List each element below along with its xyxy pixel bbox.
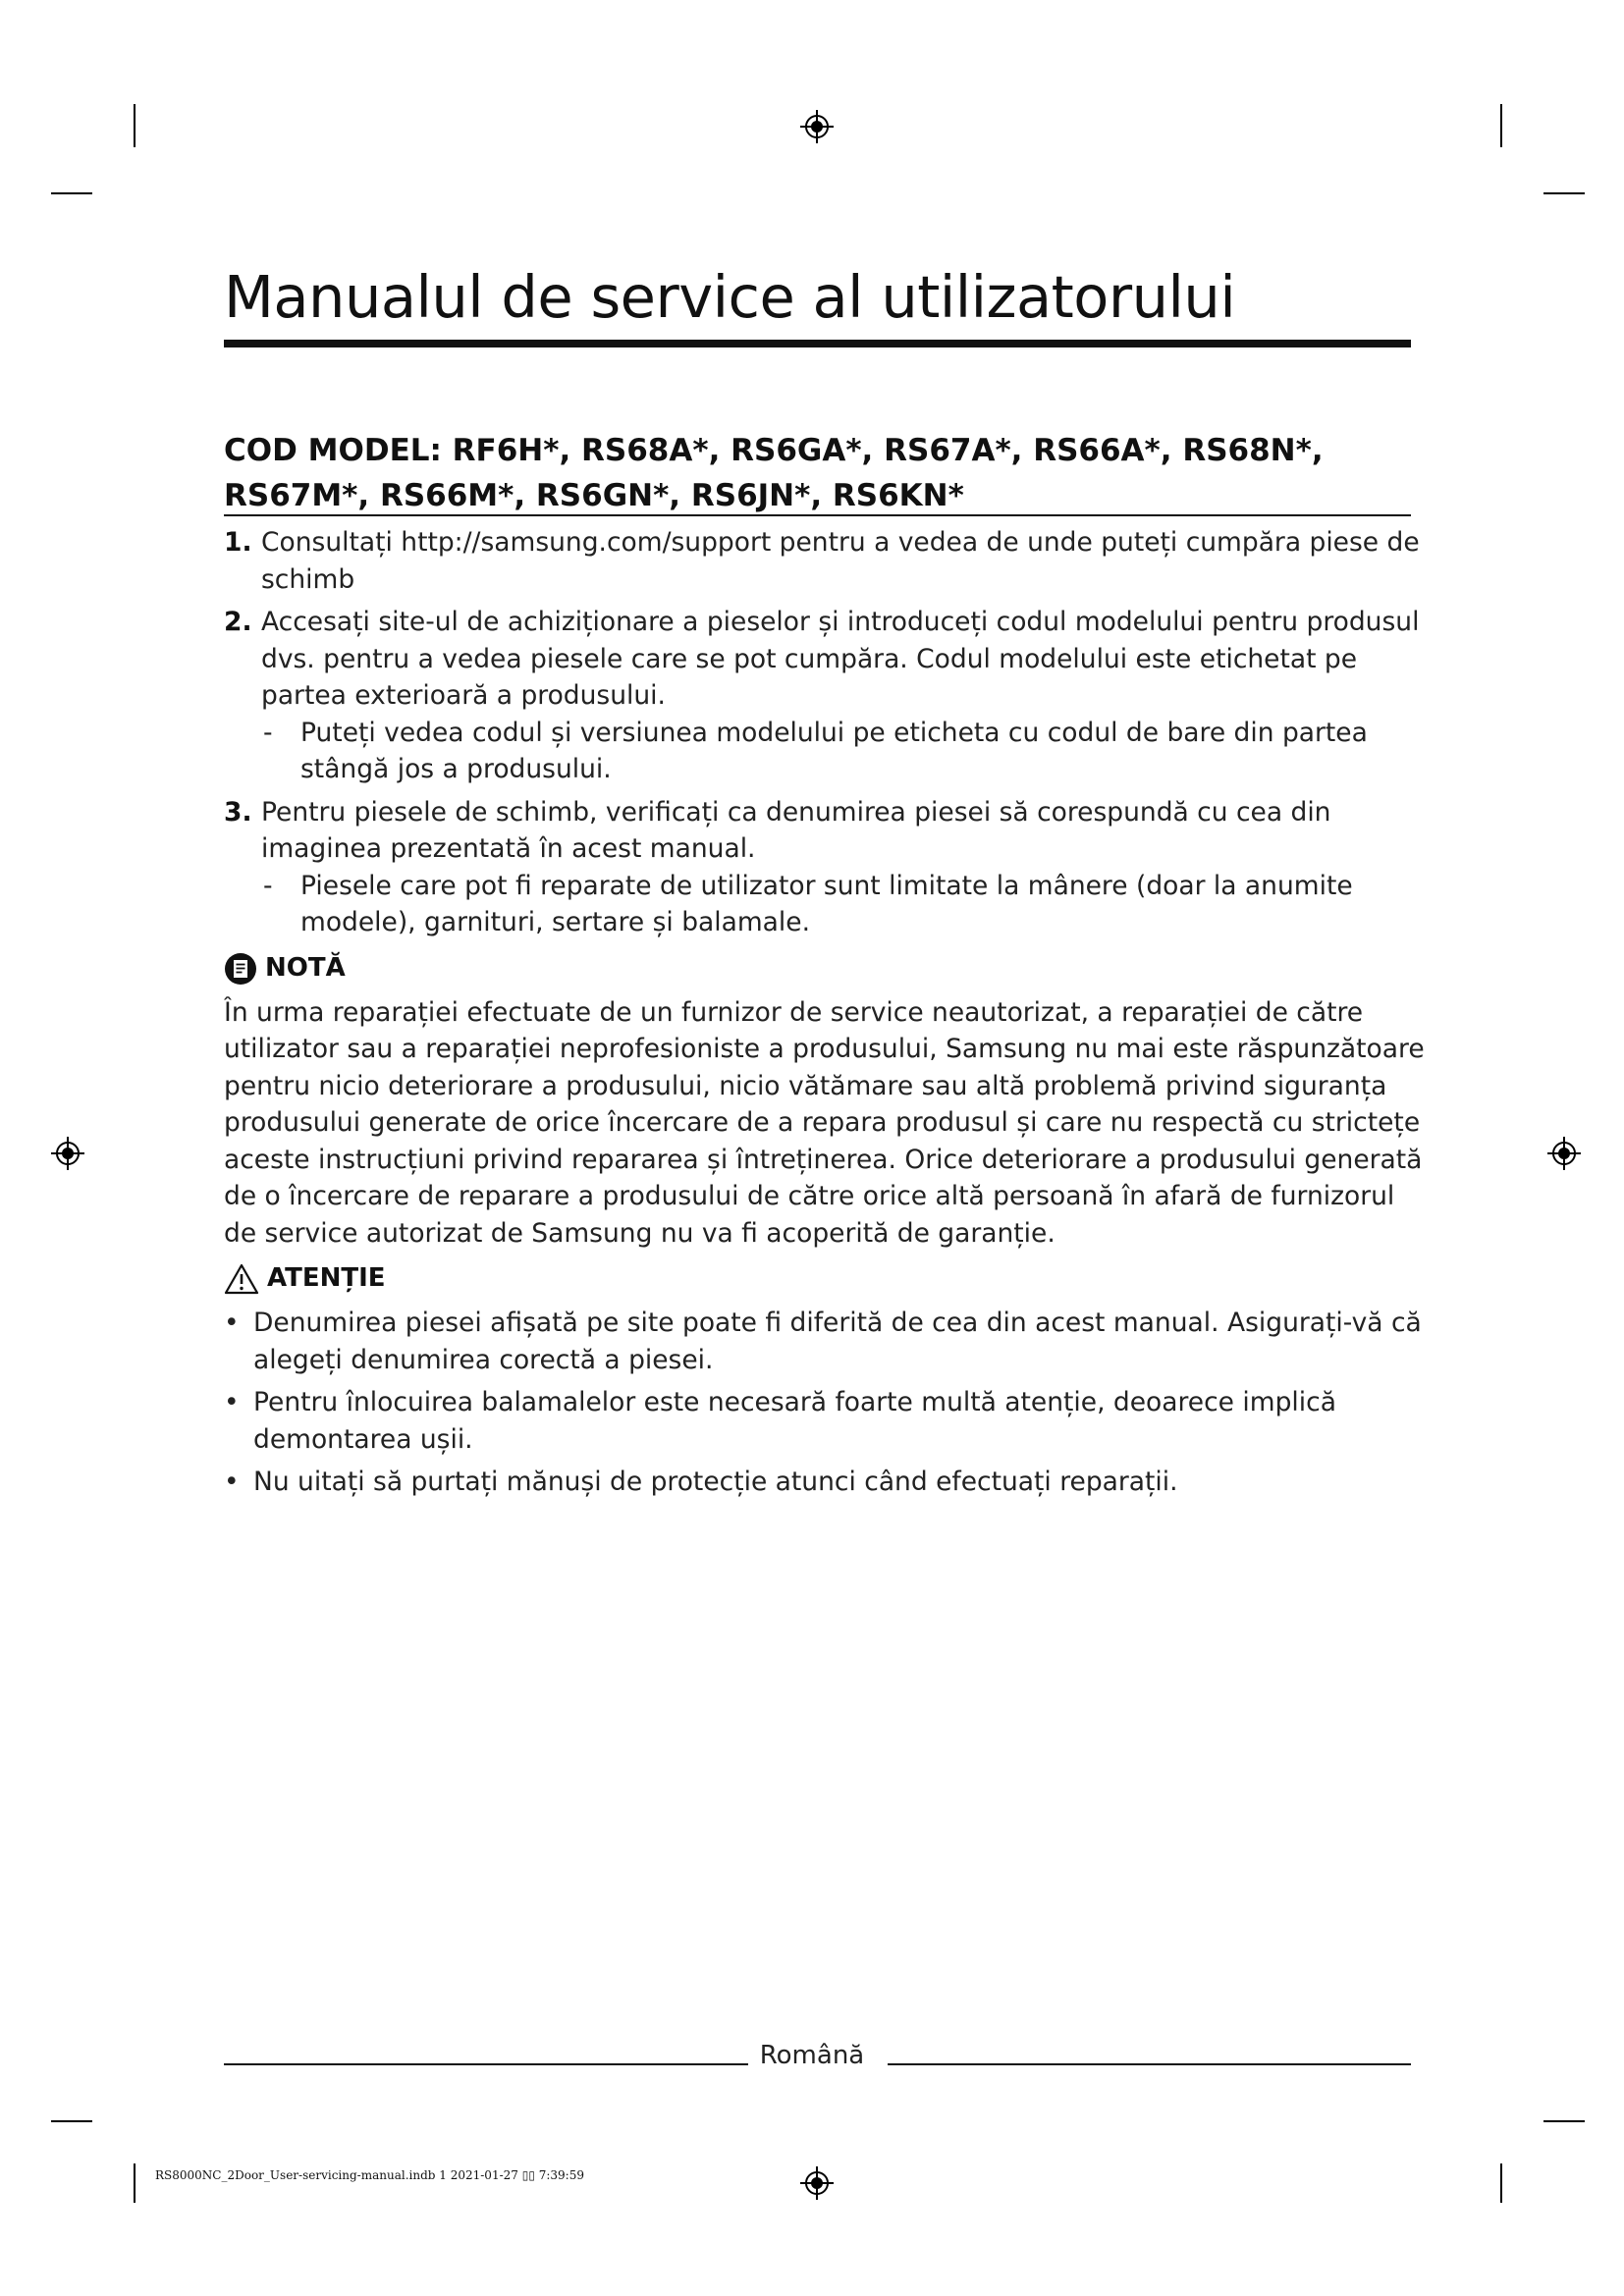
caution-item: • Denumirea piesei afișată pe site poate fi diferită de cea din acest manual. Asigurați-vă că alegeți denumirea corectă a piesei. <box>224 1305 1432 1378</box>
crop-mark <box>1500 2163 1502 2203</box>
registration-mark-icon <box>51 1137 84 1170</box>
note-heading-label: NOTĂ <box>265 952 346 983</box>
step-item <box>224 604 1432 788</box>
step-item <box>224 524 1432 598</box>
caution-heading <box>224 1257 1432 1301</box>
crop-mark <box>51 192 92 194</box>
crop-mark <box>134 2163 135 2203</box>
main-content <box>224 524 1432 1507</box>
note-heading <box>224 947 1432 990</box>
caution-item: • Pentru înlocuirea balamalelor este necesară foarte multă atenție, deoarece implică demontarea ușii. <box>224 1384 1432 1458</box>
crop-mark <box>51 2120 92 2122</box>
step-number: 2. <box>224 607 252 637</box>
sub-item: - Piesele care pot fi reparate de utilizator sunt limitate la mânere (doar la anumite modele), garnituri, sertare și balamale. <box>261 868 1432 941</box>
step-text: Accesați site-ul de achiziționare a pieselor și introduceți codul modelului pentru produsul dvs. pentru a vedea piesele care se pot cumpăra. Codul modelului este etichetat pe partea exterioară a produsului. <box>261 607 1420 711</box>
caution-list <box>224 1305 1432 1501</box>
model-code-heading: COD MODEL: RF6H*, RS68A*, RS6GA*, RS67A*, RS66A*, RS68N*, RS67M*, RS66M*, RS6GN*, RS6JN*, RS6KN* <box>224 433 1324 513</box>
step-number: 3. <box>224 796 252 828</box>
note-paragraph: În urma reparației efectuate de un furnizor de service neautorizat, a reparației de către utilizator sau a reparației neprofesioniste a produsului, Samsung nu mai este răspunzătoare pentru nicio deteriorare a produsului, nicio vătămare sau altă problemă privind siguranța produsului generate de orice încercare de a repara produsul și care nu respectă cu strictețe aceste instrucțiuni privind repararea și întreținerea. Orice deteriorare a produsului generată de o încercare de reparare a produsului de către orice altă persoană în afară de furnizorul de service autorizat de Samsung nu va fi acoperită de garanție. <box>224 996 1425 1249</box>
sub-item: - Puteți vedea codul și versiunea modelului pe eticheta cu codul de bare din partea stângă jos a produsului. <box>261 715 1432 788</box>
registration-mark-icon <box>800 110 834 143</box>
crop-mark <box>1543 192 1585 194</box>
print-slug: RS8000NC_2Door_User-servicing-manual.indb 1 2021-01-27 ▯▯ 7:39:59 <box>155 2168 584 2182</box>
registration-mark-icon <box>1547 1137 1581 1170</box>
sub-list <box>261 868 1432 941</box>
page-title: Manualul de service al utilizatorului <box>224 263 1236 331</box>
step-number: 1. <box>224 527 252 558</box>
crop-mark <box>1500 104 1502 147</box>
sub-list <box>261 715 1432 788</box>
registration-mark-icon <box>800 2166 834 2200</box>
step-text: Pentru piesele de schimb, verificați ca denumirea piesei să corespundă cu cea din imaginea prezentată în acest manual. <box>261 796 1331 864</box>
warning-triangle-icon <box>224 1263 259 1295</box>
note-icon <box>224 952 257 986</box>
caution-heading-label: ATENȚIE <box>267 1263 386 1294</box>
step-text: Consultați http://samsung.com/support pentru a vedea de unde puteți cumpăra piese de schimb <box>261 527 1420 595</box>
steps-list <box>224 524 1432 941</box>
step-item <box>224 794 1432 941</box>
title-rule <box>224 340 1411 347</box>
caution-item: • Nu uitați să purtați mănuși de protecție atunci când efectuați reparații. <box>224 1464 1432 1501</box>
crop-mark <box>1543 2120 1585 2122</box>
footer-language: Română <box>759 2041 865 2070</box>
crop-mark <box>134 104 135 147</box>
section-rule <box>224 514 1411 516</box>
